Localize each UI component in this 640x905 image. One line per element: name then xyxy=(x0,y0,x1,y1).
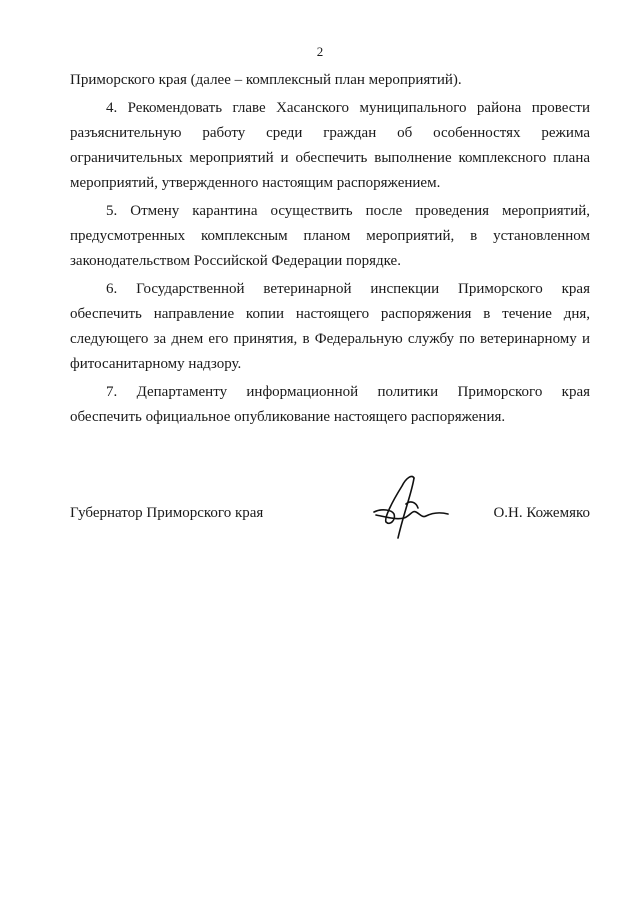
text-line: фитосанитарному надзору. xyxy=(70,356,242,372)
text-line: 4. Рекомендовать главе Хасанского муниципального района провести xyxy=(106,100,590,116)
text-line: предусмотренных комплексным планом мероприятий, в установленном xyxy=(70,228,590,244)
page-number: 2 xyxy=(316,44,324,59)
text-line: мероприятий, утвержденного настоящим распоряжением. xyxy=(70,175,441,191)
signature-block xyxy=(70,470,590,550)
text-line: 6. Государственной ветеринарной инспекции Приморского края xyxy=(106,281,590,297)
text-line: Приморского края (далее – комплексный план мероприятий). xyxy=(70,72,462,88)
text-line: следующего за днем его принятия, в Федеральную службу по ветеринарному и xyxy=(70,331,590,347)
text-line: обеспечить официальное опубликование настоящего распоряжения. xyxy=(70,409,506,425)
signer-title: Губернатор Приморского края xyxy=(70,505,264,521)
paragraph-item-6 xyxy=(70,277,590,377)
signer-name: О.Н. Кожемяко xyxy=(493,505,590,521)
document-body xyxy=(70,68,590,430)
text-line: 5. Отмену карантина осуществить после проведения мероприятий, xyxy=(106,203,590,219)
paragraph-continuation xyxy=(70,68,590,93)
text-line: 7. Департаменту информационной политики Приморского края xyxy=(106,384,590,400)
text-line: законодательством Российской Федерации порядке. xyxy=(70,253,401,269)
paragraph-item-7 xyxy=(70,380,590,430)
text-line: разъяснительную работу среди граждан об особенностях режима xyxy=(70,125,590,141)
paragraph-item-5 xyxy=(70,199,590,274)
text-line: ограничительных мероприятий и обеспечить выполнение комплексного плана xyxy=(70,150,590,166)
handwritten-signature xyxy=(368,468,450,540)
text-line: обеспечить направление копии настоящего распоряжения в течение дня, xyxy=(70,306,590,322)
paragraph-item-4 xyxy=(70,96,590,196)
